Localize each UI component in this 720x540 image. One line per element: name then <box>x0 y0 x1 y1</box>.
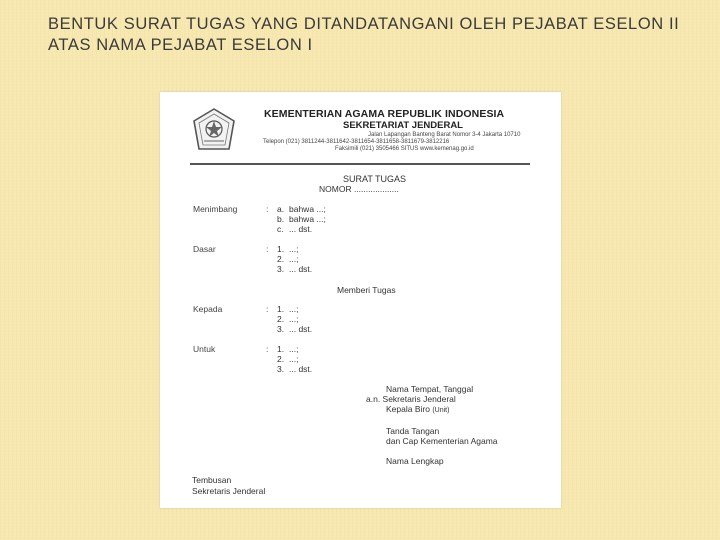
menimbang-colon: : <box>266 204 269 214</box>
cc-recipient: Sekretaris Jenderal <box>192 486 266 496</box>
untuk-item: 2. ...; <box>277 354 299 364</box>
kepada-label: Kepada <box>193 304 223 314</box>
dasar-item: 1. ...; <box>277 244 299 254</box>
menimbang-item: c. ... dst. <box>277 224 313 234</box>
signature-placeholder-line-1: Tanda Tangan <box>386 426 440 436</box>
untuk-label: Untuk <box>193 344 216 354</box>
slide-title <box>48 14 708 56</box>
signature-place-date: Nama Tempat, Tanggal <box>386 384 474 394</box>
signature-on-behalf: a.n. Sekretaris Jenderal <box>366 394 456 404</box>
assignment-heading: Memberi Tugas <box>337 285 396 295</box>
letter-number: NOMOR ................... <box>319 184 399 194</box>
dasar-colon: : <box>266 244 269 254</box>
signature-full-name: Nama Lengkap <box>386 456 444 466</box>
letterhead-divider <box>190 163 530 165</box>
kepada-item: 1. ...; <box>277 304 299 314</box>
kepada-item: 2. ...; <box>277 314 299 324</box>
dasar-item: 2. ...; <box>277 254 299 264</box>
ministry-emblem-icon <box>191 107 237 153</box>
letter-title: SURAT TUGAS <box>343 174 407 184</box>
assignment-letter-image <box>160 92 561 508</box>
dasar-item: 3. ... dst. <box>277 264 313 274</box>
signature-official: Kepala Biro (Unit) <box>386 404 450 414</box>
menimbang-item: a. bahwa ...; <box>277 204 326 214</box>
signature-placeholder-line-2: dan Cap Kementerian Agama <box>386 436 498 446</box>
slide-title-line-2: ATAS NAMA PEJABAT ESELON I <box>48 36 313 54</box>
letterhead-address: Jalan Lapangan Banteng Barat Nomor 3-4 Jakarta 10710 <box>368 132 521 138</box>
menimbang-item: b. bahwa ...; <box>277 214 326 224</box>
ministry-name: KEMENTERIAN AGAMA REPUBLIK INDONESIA <box>264 108 505 120</box>
kepada-item: 3. ... dst. <box>277 324 313 334</box>
untuk-colon: : <box>266 344 269 354</box>
slide-title-line-1: BENTUK SURAT TUGAS YANG DITANDATANGANI OLEH PEJABAT ESELON II <box>48 15 680 33</box>
secretariat-name: SEKRETARIAT JENDERAL <box>343 120 463 131</box>
untuk-item: 3. ... dst. <box>277 364 313 374</box>
letterhead-fax: Faksimili (021) 3505466 SITUS www.kemenag.go.id <box>335 146 474 152</box>
untuk-item: 1. ...; <box>277 344 299 354</box>
menimbang-label: Menimbang <box>193 204 238 214</box>
dasar-label: Dasar <box>193 244 216 254</box>
letterhead-phone: Telepon (021) 3811244-3811642-3811654-3811658-3811679-3812216 <box>263 139 450 145</box>
cc-label: Tembusan <box>192 475 232 485</box>
kepada-colon: : <box>266 304 269 314</box>
